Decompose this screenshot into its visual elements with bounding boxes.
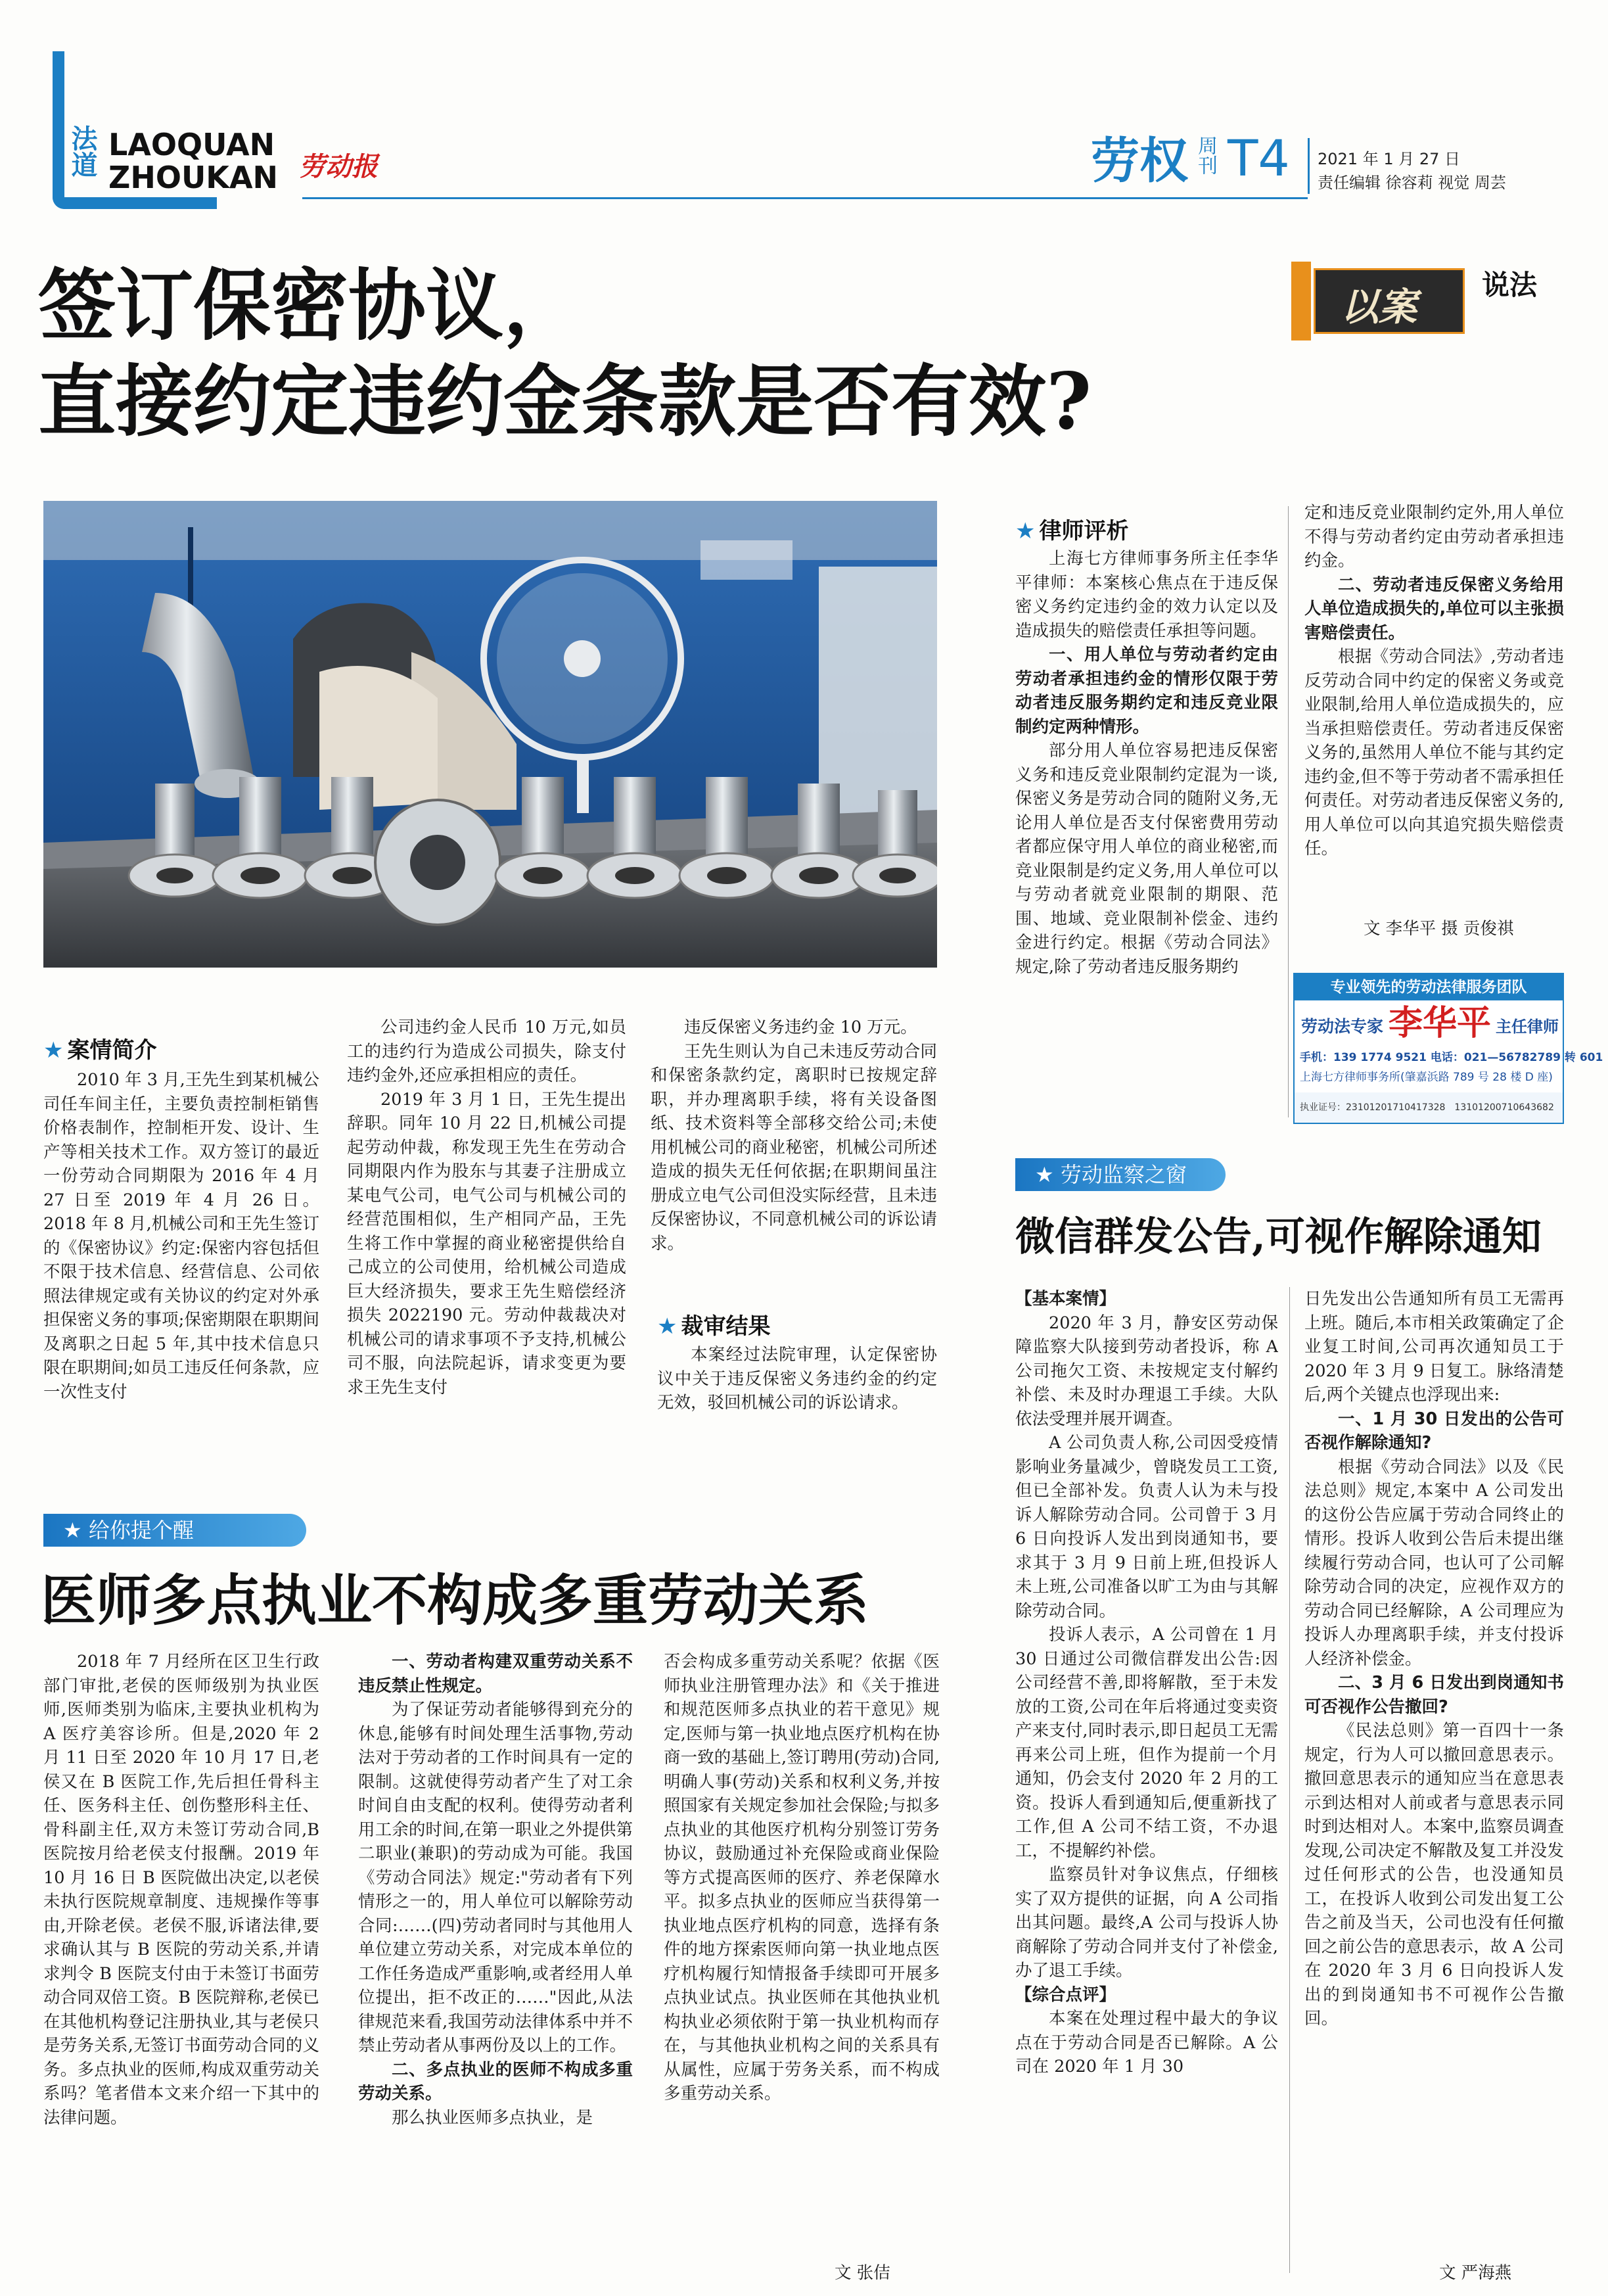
verdict-section-title	[657, 1308, 770, 1340]
ad-top: 专业领先的劳动法律服务团队	[1295, 974, 1563, 1000]
star-icon: ★	[63, 1518, 89, 1543]
paragraph: 部分用人单位容易把违反保密义务和违反竞业限制约定混为一谈,保密义务是劳动合同的随附义务,无论用人单位是否支付保密费用劳动者都应保守用人单位的商业秘密,而竞业限制是约定义务,用人单位可以与劳动者就竞业限制的期限、范围、地域、竞业限制补偿金、违约金进行约定。根据《劳动合同法》规定,除了劳动者违反服务期约	[1015, 741, 1278, 977]
issue-date: 2021 年 1 月 27 日	[1318, 150, 1461, 168]
paragraph: 日先发出公告通知所有员工无需再上班。随后,本市相关政策确定了企业复工时间,公司再次通知员工于 2020 年 3 月 9 日复工。脉络清楚后,两个关键点也浮现出来:	[1304, 1289, 1564, 1405]
paragraph: 一、1 月 30 日发出的公告可否视作解除通知?	[1304, 1409, 1564, 1453]
main-headline	[38, 258, 1287, 450]
zhoukan-cn: 周刊	[1194, 135, 1217, 175]
case-title: 案情简介	[67, 1037, 157, 1064]
ad-role: 主任律师	[1496, 1018, 1559, 1036]
paragraph: 2018 年 7 月经所在区卫生行政部门审批,老侯的医师级别为执业医师,医师类别为临床,主要执业机构为 A 医疗美容诊所。但是,2020 年 2 月 11 日至 2020 年 10 月 17 日,老侯又在 B 医院工作,先后担任骨科主任、医务科主任、创伤整形科主任、骨科副主任,双方未签订劳动合同,B 医院按月给老侯支付报酬。2019 年 10 月 16 日 B 医院做出决定,以老侯未执行医院规章制度、违规操作等事由,开除老侯。老侯不服,诉诸法律,要求确认其与 B 医院的劳动关系,并请求判令 B 医院支付由于未签订书面劳动合同双倍工资。B 医院辩称,老侯已在其他机构登记注册执业,其与老侯只是劳务关系,无签订书面劳动合同的义务。多点执业的医师,构成双重劳动关系吗？笔者借本文来介绍一下其中的法律问题。	[43, 1652, 319, 2128]
masthead-divider	[1308, 138, 1310, 194]
paragraph: 2020 年 3 月，静安区劳动保障监察大队接到劳动者投诉，称 A 公司拖欠工资、未按规定支付解约补偿、未及时办理退工手续。大队依法受理并展开调查。	[1015, 1313, 1278, 1429]
ad-license: 执业证号：23101201710417328 13101200710643682	[1295, 1092, 1563, 1123]
reminder-col-3	[664, 1650, 940, 2258]
welder-photo-illustration	[43, 501, 937, 968]
case-col-1	[43, 1068, 319, 1456]
yian-shuofa-badge	[1291, 262, 1571, 340]
paragraph: A 公司负责人称,公司因受疫情影响业务量减少，曾晓发员工工资,但已全部补发。负责人认为未与投诉人解除劳动合同。公司曾于 3 月 6 日向投诉人发出到岗通知书，要求其于 3 月 9 日前上班,但投诉人未上班,公司准备以旷工为由与其解除劳动合同。	[1015, 1433, 1278, 1621]
reminder-pill	[43, 1514, 306, 1547]
paragraph: 公司违约金人民币 10 万元,如员工的违约行为造成公司损失，除支付违约金外,还应承担相应的责任。	[347, 1018, 626, 1085]
reminder-pill-label: 给你提个醒	[88, 1518, 194, 1543]
paragraph: 违反保密义务违约金 10 万元。	[684, 1018, 917, 1037]
paragraph: 2010 年 3 月,王先生到某机械公司任车间主任，主要负责控制柜销售价格表制作，控制柜开发、设计、生产等相关技术工作。双方签订的最近一份劳动合同期限为 2016 年 4 月 27 日至 2019 年 4 月 26 日。2018 年 8 月,机械公司和王先生签订的《保密协议》约定:保密内容包括但不限于技术信息、经营信息、公司依照法律规定或有关协议的约定对外承担保密义务的事项;保密期限在职期间及离职之日起 5 年,其中技术信息只限在职期间;如员工违反任何条款，应一次性支付	[43, 1070, 319, 1402]
fadao-label: 法道	[67, 125, 97, 177]
masthead-bracket-base	[53, 197, 217, 209]
paragraph: 根据《劳动合同法》以及《民法总则》规定,本案中 A 公司发出的这份公告应属于劳动合同终止的情形。投诉人收到公告后未提出继续履行劳动合同，也认可了公司解除劳动合同的决定，应视作双方的劳动合同已经解除，A 公司理应为投诉人办理离职手续，并支付投诉人经济补偿金。	[1304, 1457, 1564, 1669]
paragraph: 二、劳动者违反保密义务给用人单位造成损失的,单位可以主张损害赔偿责任。	[1304, 574, 1564, 643]
case-section-title	[43, 1032, 156, 1064]
paragraph: 一、劳动者构建双重劳动关系不违反禁止性规定。	[358, 1652, 633, 1696]
lawyer-section-title	[1015, 513, 1128, 545]
ad-phone: 手机：139 1774 9521 电话：021—56782789 转 601	[1300, 1051, 1603, 1064]
headline-line-1: 签订保密协议，	[38, 260, 582, 351]
paragraph: 王先生则认为自己未违反劳动合同和保密条款约定，离职时已按规定辞职，并办理离职手续，将有关设备图纸、技术资料等全部移交给公司;未使用机械公司的商业秘密，机械公司所述造成的损失无任何依据;在职期间虽注册成立电气公司但没实际经营，且未违反保密协议，不同意机械公司的诉讼请求。	[651, 1041, 937, 1253]
laoquan-label: LAOQUAN	[108, 127, 275, 162]
lawyer-col-2	[1304, 501, 1564, 931]
paragraph: 根据《劳动合同法》,劳动者违反劳动合同中约定的保密义务或竞业限制,给用人单位造成损失的，应当承担赔偿责任。劳动者违反保密义务的,虽然用人单位不能与其约定违约金,但不等于劳动者不需承担任何责任。对劳动者违反保密义务的,用人单位可以向其追究损失赔偿责任。	[1304, 647, 1564, 858]
laodongbao-logo: 劳动报	[299, 151, 378, 182]
masthead-bracket	[53, 51, 64, 209]
headline-line-2: 直接约定违约金条款是否有效?	[38, 356, 1092, 447]
paragraph: 二、3 月 6 日发出到岗通知书可否视作公告撤回?	[1304, 1673, 1564, 1717]
lawyer-title: 律师评析	[1039, 518, 1129, 544]
paragraph: 为了保证劳动者能够得到充分的休息,能够有时间处理生活事物,劳动法对于劳动者的工作时间具有一定的限制。这就使得劳动者产生了对工余时间自由支配的权利。使得劳动者利用工余的时间,在第一职业之外提供第二职业(兼职)的劳动成为可能。我国《劳动合同法》规定:"劳动者有下列情形之一的，用人单位可以解除劳动合同:……(四)劳动者同时与其他用人单位建立劳动关系，对完成本单位的工作任务造成严重影响,或者经用人单位提出，拒不改正的……"因此,从法律规范来看,我国劳动法律体系中并不禁止劳动者从事两份及以上的工作。	[358, 1700, 633, 2055]
paragraph: 那么执业医师多点执业，是	[392, 2107, 593, 2128]
paragraph: 【基本案情】	[1015, 1289, 1116, 1309]
badge-yian: 以案	[1341, 285, 1417, 329]
ad-address: 上海七方律师事务所(肇嘉浜路 789 号 28 楼 D 座)	[1300, 1071, 1553, 1084]
verdict-paragraph: 本案经过法院审理，认定保密协议中关于违反保密义务违约金的约定无效，驳回机械公司的诉讼请求。	[657, 1345, 937, 1413]
case-col-2	[347, 1016, 626, 1459]
verdict-title: 裁审结果	[681, 1313, 771, 1340]
reminder-col-2	[358, 1650, 633, 2281]
editors: 责任编辑 徐容莉 视觉 周芸	[1318, 174, 1506, 192]
lawyer-col-divider	[1288, 506, 1289, 1117]
reminder-byline: 文 张佶	[835, 2263, 890, 2283]
reminder-col-1	[43, 1650, 319, 2281]
paragraph: 投诉人表示，A 公司曾在 1 月 30 日通过公司微信群发出公告:因公司经营不善,即将解散，至于未发放的工资,公司在年后将通过变卖资产来支付,同时表示,即日起员工无需再来公司上班，但作为提前一个月通知，仍会支付 2020 年 2 月的工资。投诉人看到通知后,便重新找了工作,但 A 公司不结工资，不办退工，不提解约补偿。	[1015, 1625, 1278, 1861]
lawyer-ad	[1293, 973, 1603, 1124]
page-number: T4	[1228, 129, 1290, 187]
window-col-divider	[1289, 1287, 1290, 2273]
badge-orange-tab	[1291, 262, 1311, 340]
window-col-2	[1304, 1287, 1564, 2276]
paragraph: 本案在处理过程中最大的争议点在于劳动合同是否已解除。A 公司在 2020 年 1 月 30	[1015, 2009, 1278, 2076]
reminder-headline: 医师多点执业不构成多重劳动关系	[41, 1568, 869, 1633]
window-pill-label: 劳动监察之窗	[1060, 1162, 1187, 1187]
badge-shuofa: 说法	[1482, 269, 1538, 301]
laoquan-cn: 劳权	[1091, 133, 1188, 189]
paragraph: 上海七方律师事务所主任李华平律师：本案核心焦点在于违反保密义务约定违约金的效力认定以及造成损失的赔偿责任承担等问题。	[1015, 549, 1278, 641]
star-icon: ★	[1035, 1162, 1061, 1187]
paragraph: 《民法总则》第一百四十一条规定，行为人可以撤回意思表示。撤回意思表示的通知应当在意思表示到达相对人前或者与意思表示同时到达相对人。本案中,监察员调查发现,公司决定不解散及复工并没发过任何形式的公告，也没通知员工，在投诉人收到公司发出复工公告之前及当天，公司也没有任何撤回之前公告的意思表示，故 A 公司在 2020 年 3 月 6 日向投诉人发出的到岗通知书不可视作公告撤回。	[1304, 1721, 1564, 2028]
window-col-1	[1015, 1287, 1278, 2280]
lawyer-byline: 文 李华平 摄 贡俊祺	[1364, 919, 1514, 939]
star-icon: ★	[43, 1037, 64, 1064]
paragraph: 定和违反竞业限制约定外,用人单位不得与劳动者约定由劳动者承担违约金。	[1304, 503, 1564, 571]
case-col-3	[651, 1016, 937, 1305]
star-icon: ★	[1015, 518, 1036, 544]
lawyer-col-1	[1015, 547, 1278, 1112]
masthead	[0, 0, 1608, 217]
star-icon: ★	[657, 1313, 678, 1340]
verdict-text	[657, 1343, 937, 1468]
paragraph: 2019 年 3 月 1 日，王先生提出辞职。同年 10 月 22 日,机械公司提起劳动仲裁，称发现王先生在劳动合同期限内作为股东与其妻子注册成立某电气公司，电气公司与机械公司的经营范围相似，生产相同产品，王先生将工作中掌握的商业秘密提供给自己成立的公司使用，给机械公司造成巨大经济损失，要求王先生赔偿经济损失 2022190 元。劳动仲裁裁决对机械公司的请求事项不予支持,机械公司不服，向法院起诉，请求变更为要求王先生支付	[347, 1089, 626, 1397]
welder-photo	[43, 501, 937, 968]
paragraph: 监察员针对争议焦点，仔细核实了双方提供的证据，向 A 公司指出其问题。最终,A 公司与投诉人协商解除了劳动合同并支付了补偿金,办了退工手续。	[1015, 1865, 1278, 1980]
window-byline: 文 严海燕	[1439, 2263, 1512, 2283]
paragraph: 【综合点评】	[1015, 1984, 1116, 2005]
window-headline: 微信群发公告,可视作解除通知	[1015, 1214, 1542, 1260]
ad-expert: 劳动法专家	[1301, 1017, 1384, 1036]
paragraph: 一、用人单位与劳动者约定由劳动者承担违约金的情形仅限于劳动者违反服务期约定和违反竞业限制约定两种情形。	[1015, 645, 1278, 737]
paragraph: 二、多点执业的医师不构成多重劳动关系。	[358, 2059, 633, 2103]
masthead-rule	[302, 197, 1308, 199]
ad-name: 李华平	[1389, 1004, 1492, 1043]
paragraph: 否会构成多重劳动关系呢？依据《医师执业注册管理办法》和《关于推进和规范医师多点执业的若干意见》规定,医师与第一执业地点医疗机构在协商一致的基础上,签订聘用(劳动)合同,明确人事(劳动)关系和权利义务,并按照国家有关规定参加社会保险;与拟多点执业的其他医疗机构分别签订劳务协议，鼓励通过补充保险或商业保险等方式提高医师的医疗、养老保障水平。拟多点执业的医师应当获得第一执业地点医疗机构的同意，选择有条件的地方探索医师向第一执业地点医疗机构履行知情报备手续即可开展多点执业试点。执业医师在其他执业机构执业必须依附于第一执业机构而存在，与其他执业机构之间的关系具有从属性，应属于劳务关系，而不构成多重劳动关系。	[664, 1652, 940, 2103]
zhoukan-label: ZHOUKAN	[108, 160, 279, 195]
window-pill	[1015, 1158, 1226, 1191]
